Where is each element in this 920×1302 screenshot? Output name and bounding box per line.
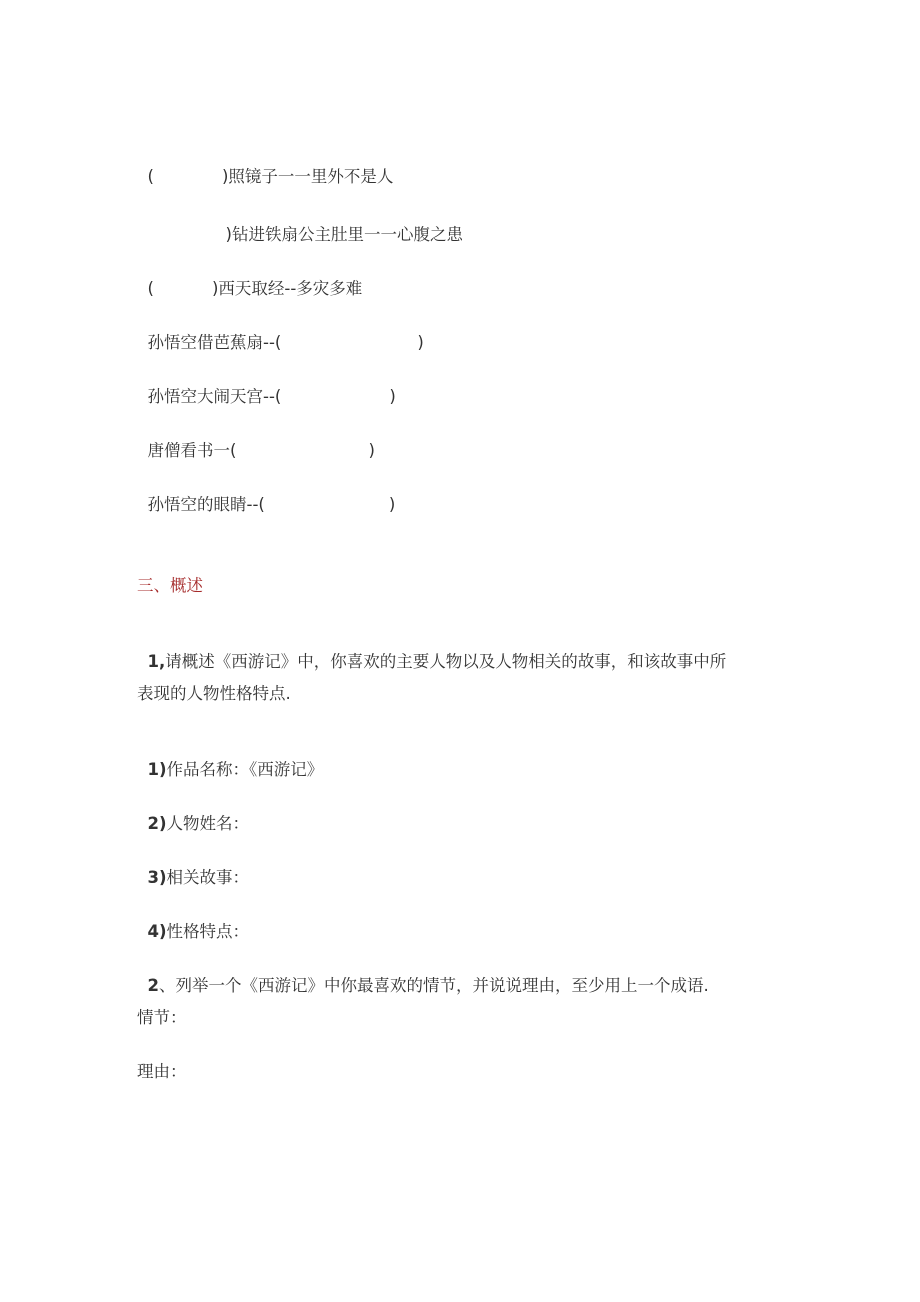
fill-in-line-3	[137, 418, 375, 462]
idiom-line-1	[137, 144, 393, 188]
item-label: 作品名称：《西游记》	[166, 760, 324, 779]
idiom-text: 西天取经--多灾多难	[218, 279, 363, 298]
item-number: 3)	[147, 868, 167, 887]
question-number: 2	[147, 976, 159, 995]
fill-in-text: 唐僧看书一(	[147, 441, 237, 460]
fill-in-line-1	[137, 310, 424, 354]
fill-in-text: 孙悟空大闹天宫--(	[147, 387, 282, 406]
close-paren: )	[211, 279, 219, 298]
question-1-item-4	[137, 899, 249, 943]
idiom-line-2	[137, 202, 463, 246]
question-2	[137, 953, 709, 997]
close-paren: )	[225, 225, 232, 244]
close-paren: )	[389, 387, 396, 406]
close-paren: )	[388, 495, 396, 514]
question-1-continued: 表现的人物性格特点.	[137, 684, 291, 703]
close-paren: )	[417, 333, 424, 352]
reason-label: 理由：	[137, 1062, 187, 1081]
item-number: 1)	[147, 760, 167, 779]
item-number: 2)	[147, 814, 167, 833]
item-label: 相关故事：	[166, 868, 250, 887]
plot-label: 情节：	[137, 1008, 187, 1027]
fill-in-line-2	[137, 364, 396, 408]
item-label: 性格特点：	[166, 922, 250, 941]
question-1-item-3	[137, 845, 249, 889]
item-label: 人物姓名：	[166, 814, 250, 833]
question-1-item-1	[137, 737, 323, 781]
fill-in-line-4	[137, 472, 395, 516]
question-number: 1,	[147, 652, 166, 671]
close-paren: )	[368, 441, 375, 460]
idiom-line-3	[137, 256, 362, 300]
question-text: 请概述《西游记》中，你喜欢的主要人物以及人物相关的故事，和该故事中所	[165, 652, 727, 671]
open-paren: (	[147, 279, 154, 298]
open-paren: (	[147, 167, 154, 186]
fill-in-text: 孙悟空的眼睛--(	[147, 495, 265, 514]
fill-in-text: 孙悟空借芭蕉扇--(	[147, 333, 282, 352]
question-text: 、列举一个《西游记》中你最喜欢的情节，并说说理由，至少用上一个成语.	[158, 976, 709, 995]
close-paren: )	[221, 167, 229, 186]
question-1-item-2	[137, 791, 249, 835]
idiom-text: 钻进铁扇公主肚里一一心腹之患	[231, 225, 463, 244]
item-number: 4)	[147, 922, 167, 941]
question-1	[137, 629, 726, 673]
idiom-text: 照镜子一一里外不是人	[228, 167, 394, 186]
section-heading: 三、概述	[137, 576, 203, 595]
